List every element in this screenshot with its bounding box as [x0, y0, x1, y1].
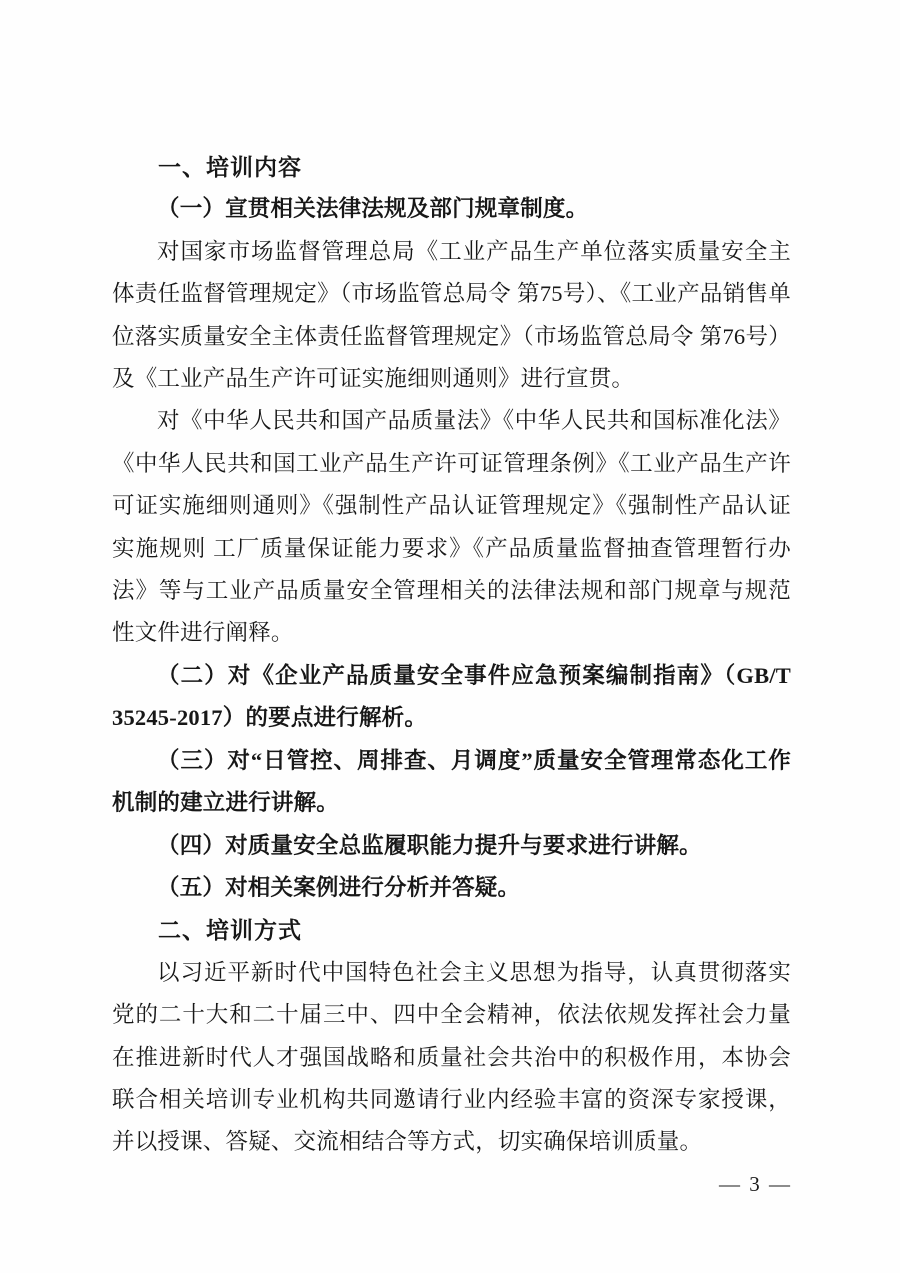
paragraph-laws-interpretation: 对《中华人民共和国产品质量法》《中华人民共和国标准化法》《中华人民共和国工业产品生产许可证管理条例》《工业产品生产许可证实施细则通则》《强制性产品认证管理规定》《强制性产品认证实施规则 工厂质量保证能力要求》《产品质量监督抽查管理暂行办法》等与工业产品质量安全管理相关的法律法规和部门规章与规范性文件进行阐释。 — [112, 408, 791, 646]
paragraph-regulations-promotion: 对国家市场监督管理总局《工业产品生产单位落实质量安全主体责任监督管理规定》（市场监管总局令 第75号）、《工业产品销售单位落实质量安全主体责任监督管理规定》（市场监管总局令 第76号）及《工业产品生产许可证实施细则通则》进行宣贯。 — [112, 238, 791, 392]
subsection-heading-daily-weekly-monthly-mechanism: （三）对“日管控、周排查、月调度”质量安全管理常态化工作机制的建立进行讲解。 — [112, 747, 791, 816]
subsection-heading-quality-safety-director: （四）对质量安全总监履职能力提升与要求进行讲解。 — [157, 832, 702, 858]
page-number: — 3 — — [719, 1172, 792, 1196]
subsection-heading-emergency-plan-guide: （二）对《企业产品质量安全事件应急预案编制指南》（GB/T 35245-2017）的要点进行解析。 — [112, 662, 791, 731]
paragraph-training-method: 以习近平新时代中国特色社会主义思想为指导，认真贯彻落实党的二十大和二十届三中、四中全会精神，依法依规发挥社会力量在推进新时代人才强国战略和质量社会共治中的积极作用，本协会联合相关培训专业机构共同邀请行业内经验丰富的资深专家授课，并以授课、答疑、交流相结合等方式，切实确保培训质量。 — [112, 959, 791, 1155]
section-heading-training-method: 二、培训方式 — [158, 917, 302, 944]
subsection-heading-laws-promotion: （一）宣贯相关法律法规及部门规章制度。 — [157, 196, 589, 222]
document-body — [112, 146, 791, 1164]
section-heading-training-content: 一、培训内容 — [158, 154, 302, 180]
subsection-heading-case-analysis: （五）对相关案例进行分析并答疑。 — [157, 874, 521, 900]
